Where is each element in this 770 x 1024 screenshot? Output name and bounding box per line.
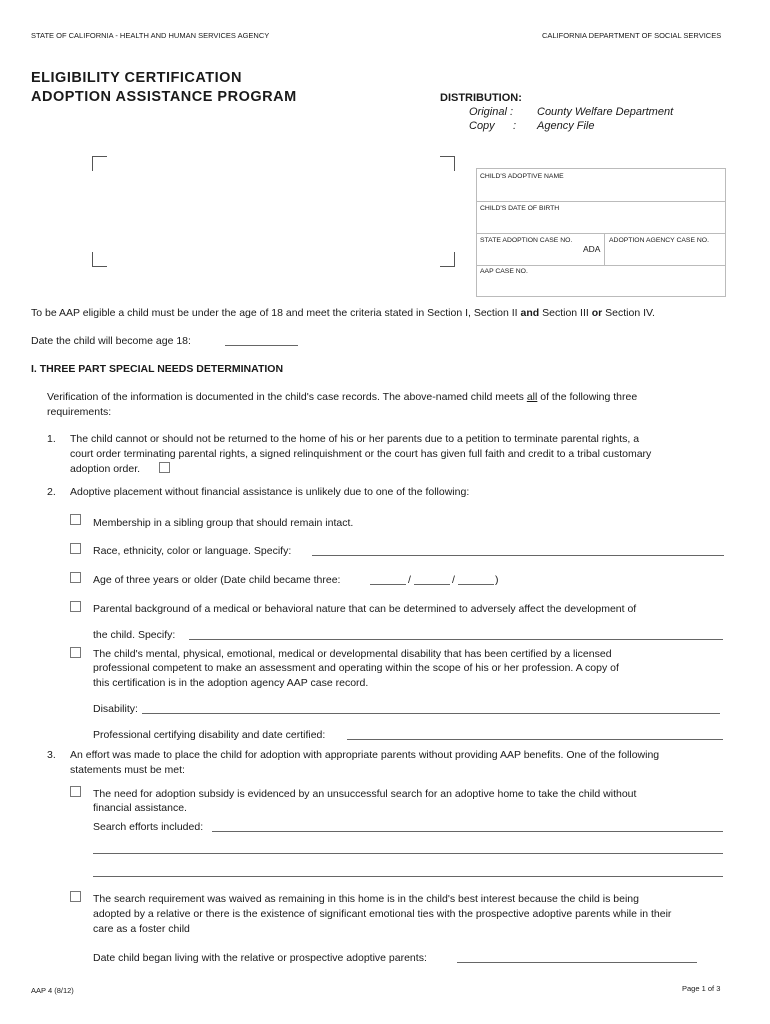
distribution-copy-value: Agency File: [537, 120, 595, 132]
search-efforts-field-3[interactable]: [93, 876, 723, 877]
state-case-label: STATE ADOPTION CASE NO.: [480, 237, 573, 244]
agency-case-label: ADOPTION AGENCY CASE NO.: [609, 237, 709, 244]
date-living-field[interactable]: [457, 962, 697, 963]
parental-specify-field[interactable]: [189, 639, 723, 640]
parental-background-checkbox[interactable]: [70, 601, 81, 612]
disability-label: Disability:: [93, 703, 138, 715]
eligibility-statement: [31, 306, 655, 322]
item-2-number: 2.: [47, 486, 56, 498]
aap-case-label: AAP CASE NO.: [480, 268, 528, 275]
item-3-line2: statements must be met:: [70, 764, 185, 776]
search-waived-checkbox[interactable]: [70, 891, 81, 902]
race-checkbox[interactable]: [70, 543, 81, 554]
distribution-original-value: County Welfare Department: [537, 106, 674, 118]
item-1-line3: adoption order.: [70, 463, 141, 475]
form-title: [31, 69, 297, 107]
agency-header: STATE OF CALIFORNIA - HEALTH AND HUMAN SERVICES AGENCY: [31, 31, 270, 40]
statement-text: Section IV.: [602, 307, 655, 319]
search-waived-line1: The search requirement was waived as remaining in this home is in the child's best interest because the child is being: [93, 893, 639, 905]
page-number: Page 1 of 3: [682, 984, 721, 993]
item-3-line1: An effort was made to place the child for adoption with appropriate parents without providing AAP benefits. One of the following: [70, 749, 660, 761]
form-title-line2: ADOPTION ASSISTANCE PROGRAM: [31, 89, 297, 105]
age-close-paren: ): [495, 574, 499, 586]
disability-field[interactable]: [142, 713, 720, 714]
window-corner-bottom-left: [92, 252, 107, 267]
unsuccessful-search-line2: financial assistance.: [93, 802, 187, 814]
item-2-text: Adoptive placement without financial assistance is unlikely due to one of the following:: [70, 486, 470, 498]
unsuccessful-search-checkbox[interactable]: [70, 786, 81, 797]
age-checkbox[interactable]: [70, 572, 81, 583]
age-label: Age of three years or older (Date child became three:: [93, 574, 341, 586]
date-age18-label: Date the child will become age 18:: [31, 335, 191, 347]
date-living-label: Date child began living with the relative or prospective adoptive parents:: [93, 952, 427, 964]
statement-text: To be AAP eligible a child must be under the age of 18 and meet the criteria stated in Section I, Section II: [31, 307, 521, 319]
disability-checkbox[interactable]: [70, 647, 81, 658]
window-corner-top-right: [440, 156, 455, 171]
child-name-label: CHILD'S ADOPTIVE NAME: [480, 173, 564, 180]
verification-text-line2: requirements:: [47, 406, 112, 418]
verification-line: of the following three: [537, 391, 638, 403]
professional-certifying-field[interactable]: [347, 739, 723, 740]
search-waived-line2: adopted by a relative or there is the existence of significant emotional ties with the prospective adoptive parents while in their: [93, 908, 672, 920]
distribution-original-key: Original :: [469, 106, 514, 118]
distribution-copy-key: Copy :: [469, 120, 517, 132]
divider: [477, 265, 725, 266]
age-month-field[interactable]: [370, 584, 406, 585]
item-1-line2: court order terminating parental rights, a signed relinquishment or the court has given full faith and credit to a tribal customary: [70, 448, 652, 460]
window-corner-bottom-right: [440, 252, 455, 267]
statement-and: and: [520, 307, 540, 319]
search-efforts-field[interactable]: [212, 831, 723, 832]
verification-line: Verification of the information is documented in the child's case records. The above-named child meets: [47, 391, 527, 403]
child-id-box: [476, 168, 726, 297]
item-1-number: 1.: [47, 433, 56, 445]
department-header: CALIFORNIA DEPARTMENT OF SOCIAL SERVICES: [542, 31, 722, 40]
parental-background-label: Parental background of a medical or behavioral nature that can be determined to adversely affect the development of: [93, 603, 637, 615]
statement-text: Section III: [539, 307, 592, 319]
item-3-number: 3.: [47, 749, 56, 761]
disability-text-line1: The child's mental, physical, emotional, medical or developmental disability that has been certified by a licensed: [93, 648, 612, 660]
item-1-line1: The child cannot or should not be returned to the home of his or her parents due to a petition to terminate parental rights, a: [70, 433, 640, 445]
verification-all: all: [526, 391, 538, 403]
date-age18-field[interactable]: [225, 345, 298, 346]
divider: [604, 233, 605, 265]
race-label: Race, ethnicity, color or language. Specify:: [93, 545, 292, 557]
child-dob-label: CHILD'S DATE OF BIRTH: [480, 205, 560, 212]
section-1-heading: I. THREE PART SPECIAL NEEDS DETERMINATION: [31, 363, 284, 375]
state-case-prefix: ADA: [583, 244, 601, 254]
age-year-field[interactable]: [458, 584, 494, 585]
divider: [477, 201, 725, 202]
age-separator: /: [408, 574, 411, 586]
statement-or: or: [591, 307, 603, 319]
race-specify-field[interactable]: [312, 555, 724, 556]
item-1-checkbox[interactable]: [159, 462, 170, 473]
verification-text: [47, 390, 637, 406]
window-corner-top-left: [92, 156, 107, 171]
sibling-group-label: Membership in a sibling group that should remain intact.: [93, 517, 354, 529]
form-title-line1: ELIGIBILITY CERTIFICATION: [31, 70, 242, 86]
sibling-group-checkbox[interactable]: [70, 514, 81, 525]
parental-specify-label: the child. Specify:: [93, 629, 176, 641]
unsuccessful-search-line1: The need for adoption subsidy is evidenced by an unsuccessful search for an adoptive home to take the child without: [93, 788, 637, 800]
age-day-field[interactable]: [414, 584, 450, 585]
search-waived-line3: care as a foster child: [93, 923, 190, 935]
distribution-label: DISTRIBUTION:: [440, 92, 522, 104]
divider: [477, 233, 725, 234]
search-efforts-label: Search efforts included:: [93, 821, 204, 833]
age-separator: /: [452, 574, 455, 586]
professional-certifying-label: Professional certifying disability and date certified:: [93, 729, 326, 741]
disability-text-line3: this certification is in the adoption agency AAP case record.: [93, 677, 369, 689]
search-efforts-field-2[interactable]: [93, 853, 723, 854]
form-number: AAP 4 (8/12): [31, 986, 74, 995]
disability-text-line2: professional competent to make an assessment and operating within the scope of his or her profession. A copy of: [93, 662, 619, 674]
